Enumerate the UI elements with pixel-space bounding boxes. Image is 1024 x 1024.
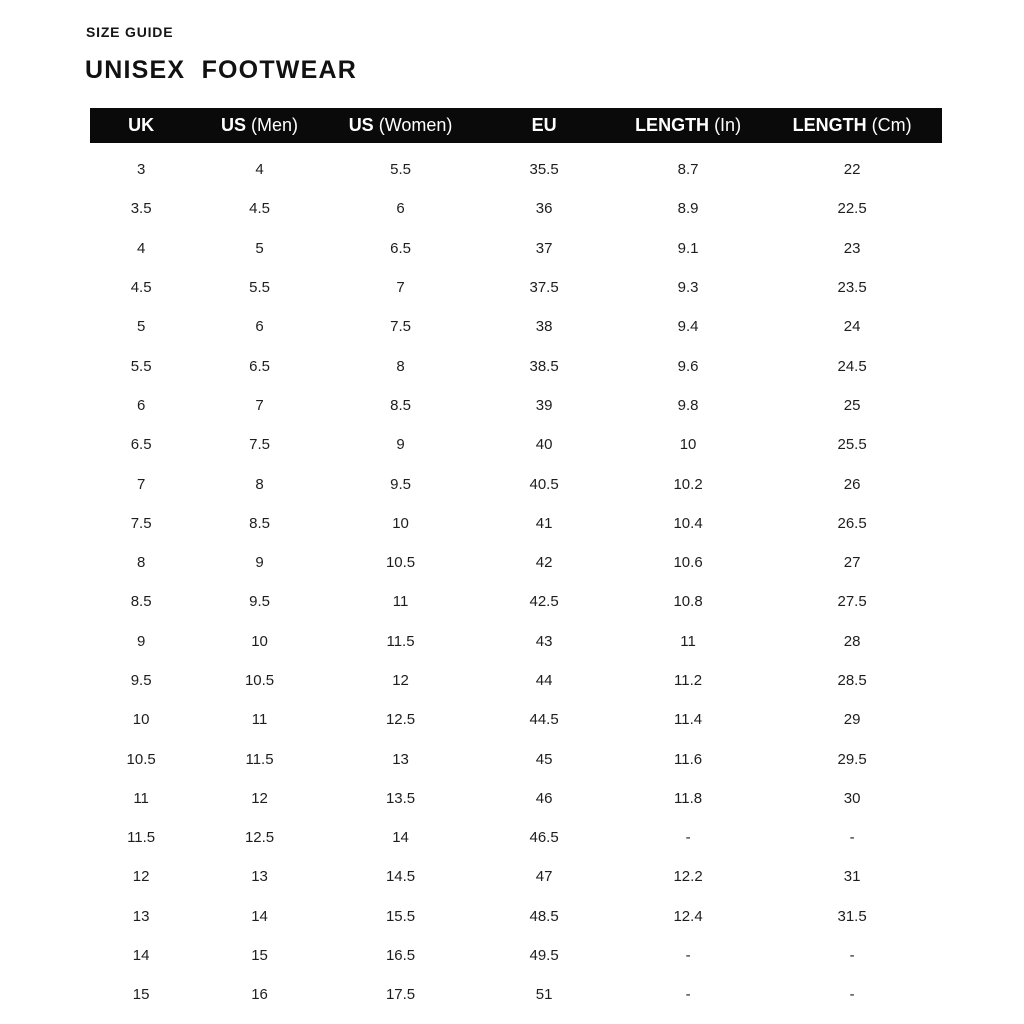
table-cell: 11.6 <box>674 750 703 768</box>
table-cell: 8.5 <box>130 593 152 611</box>
header-cell <box>90 108 192 143</box>
table-row <box>90 779 942 818</box>
table-cell: 37.5 <box>529 279 559 297</box>
header-cell-bold-text: UK <box>128 115 155 135</box>
table-cell: 49.5 <box>529 947 559 965</box>
table-cell: 10.5 <box>126 750 156 768</box>
table-row <box>90 582 942 621</box>
table-cell: 10.6 <box>673 554 703 572</box>
table-cell: 31.5 <box>837 907 867 925</box>
table-cell: 9.6 <box>677 357 699 375</box>
table-cell: - <box>685 829 691 847</box>
table-cell: 6.5 <box>249 357 270 375</box>
table-cell: 5.5 <box>130 357 152 375</box>
table-cell: 11.4 <box>674 711 703 729</box>
table-cell: 7.5 <box>249 436 270 454</box>
table-cell: 6 <box>255 318 264 336</box>
table-cell: 11 <box>392 593 409 611</box>
table-cell: 10.2 <box>673 475 703 493</box>
header-cell <box>614 108 762 143</box>
table-cell: 9.5 <box>390 475 411 493</box>
table-cell: 9 <box>396 436 405 454</box>
table-cell: 12 <box>132 868 150 886</box>
table-cell: 7 <box>396 279 405 297</box>
table-row <box>90 700 942 739</box>
table-cell: 9.5 <box>249 593 270 611</box>
table-row <box>90 229 942 268</box>
table-cell: 46.5 <box>529 829 559 847</box>
header-cell <box>327 108 474 143</box>
table-cell: 4.5 <box>130 279 152 297</box>
table-cell: 6 <box>396 200 405 218</box>
table-cell: 5.5 <box>390 161 411 179</box>
table-cell: - <box>849 986 855 1004</box>
header-cell-bold-text: LENGTH <box>635 115 710 135</box>
size-table-header-row <box>90 108 942 143</box>
table-cell: 9.3 <box>677 279 699 297</box>
table-cell: 22.5 <box>837 200 867 218</box>
table-cell: 27.5 <box>837 593 867 611</box>
table-cell: 37 <box>535 239 553 257</box>
table-cell: 10 <box>251 632 268 650</box>
table-cell: 8.9 <box>677 200 699 218</box>
table-row <box>90 661 942 700</box>
table-cell: 11.2 <box>674 672 703 689</box>
table-cell: 40.5 <box>529 475 559 493</box>
table-cell: 11 <box>133 789 149 807</box>
table-cell: 24.5 <box>837 357 867 375</box>
table-cell: 42.5 <box>529 593 559 611</box>
table-cell: 41 <box>535 514 553 532</box>
table-cell: 38 <box>535 318 553 336</box>
table-row <box>90 504 942 543</box>
header-cell <box>192 108 327 143</box>
table-cell: - <box>849 829 855 847</box>
table-cell: 23.5 <box>837 279 867 297</box>
table-cell: 30 <box>843 789 861 807</box>
header-cell-bold-text: US <box>348 115 374 135</box>
table-cell: 26.5 <box>837 514 867 532</box>
table-cell: 44.5 <box>529 711 559 729</box>
table-cell: 47 <box>535 868 553 886</box>
table-cell: 24 <box>843 318 861 336</box>
table-cell: 8 <box>396 357 405 375</box>
table-cell: 28 <box>843 632 861 650</box>
header-cell-bold-text: US <box>221 115 247 135</box>
table-row <box>90 543 942 582</box>
table-cell: 38.5 <box>529 357 559 375</box>
table-row <box>90 307 942 346</box>
table-row <box>90 897 942 936</box>
table-cell: 40 <box>535 436 553 454</box>
table-cell: 25.5 <box>837 436 867 454</box>
table-cell: 45 <box>535 750 553 768</box>
table-cell: 13.5 <box>385 789 416 807</box>
table-cell: 12 <box>392 672 409 689</box>
table-cell: 12.4 <box>673 907 703 925</box>
table-cell: - <box>685 947 691 965</box>
table-cell: 14 <box>251 907 268 925</box>
table-cell: 4.5 <box>249 200 270 218</box>
table-cell: 27 <box>843 554 861 572</box>
table-row <box>90 425 942 464</box>
table-cell: 13 <box>392 750 409 768</box>
table-row <box>90 268 942 307</box>
table-cell: 15 <box>132 986 150 1004</box>
table-cell: 10.4 <box>673 514 703 532</box>
header-cell-light-text: (Men) <box>246 115 299 135</box>
table-cell: 4 <box>255 161 264 179</box>
table-cell: 11.5 <box>386 632 415 650</box>
table-cell: 5 <box>255 239 264 257</box>
size-table-header <box>90 108 942 143</box>
table-row <box>90 936 942 975</box>
table-row <box>90 464 942 503</box>
table-cell: 9.1 <box>677 239 699 257</box>
table-cell: 6 <box>136 396 146 414</box>
table-row <box>90 975 942 1014</box>
table-cell: 51 <box>535 986 553 1004</box>
table-cell: 42 <box>535 554 553 572</box>
table-cell: 25 <box>843 396 861 414</box>
table-row <box>90 143 942 189</box>
table-cell: 31 <box>843 868 861 886</box>
table-row <box>90 189 942 228</box>
table-cell: 22 <box>843 161 861 179</box>
table-cell: 8.7 <box>677 161 699 179</box>
table-cell: - <box>849 947 855 965</box>
size-guide-label: SIZE GUIDE <box>86 24 174 40</box>
table-cell: 17.5 <box>385 986 416 1004</box>
table-cell: 3 <box>136 161 146 179</box>
table-cell: 43 <box>535 632 553 650</box>
table-cell: 46 <box>535 789 553 807</box>
size-table <box>90 108 942 1015</box>
table-cell: 14 <box>392 829 409 847</box>
table-cell: 16.5 <box>385 947 416 965</box>
table-cell: 11.8 <box>674 789 703 807</box>
table-cell: 8 <box>136 554 146 572</box>
table-row <box>90 386 942 425</box>
table-cell: 10 <box>392 514 409 532</box>
size-table-body <box>90 143 942 1015</box>
table-cell: 15 <box>251 947 268 965</box>
table-cell: 11 <box>251 711 268 729</box>
table-cell: 13 <box>132 907 150 925</box>
table-cell: 6.5 <box>390 239 411 257</box>
table-cell: 10.5 <box>385 554 416 572</box>
table-cell: 7.5 <box>390 318 411 336</box>
table-cell: 7 <box>136 475 146 493</box>
table-row <box>90 857 942 896</box>
table-cell: - <box>685 986 691 1004</box>
table-cell: 9 <box>255 554 264 572</box>
table-cell: 36 <box>535 200 553 218</box>
table-cell: 3.5 <box>130 200 152 218</box>
table-cell: 10 <box>132 711 150 729</box>
table-cell: 29 <box>843 711 861 729</box>
table-cell: 11.5 <box>245 750 274 768</box>
table-cell: 48.5 <box>529 907 559 925</box>
table-row <box>90 818 942 857</box>
table-row <box>90 622 942 661</box>
table-cell: 44 <box>535 672 553 689</box>
header-cell <box>762 108 942 143</box>
header-cell-bold-text: LENGTH <box>792 115 867 135</box>
table-row <box>90 739 942 778</box>
header-cell-light-text: (Women) <box>373 115 453 135</box>
page-title: UNISEX FOOTWEAR <box>85 56 357 84</box>
table-cell: 6.5 <box>130 436 152 454</box>
table-cell: 5.5 <box>249 279 270 297</box>
table-cell: 8.5 <box>390 396 411 414</box>
table-cell: 14.5 <box>385 868 416 886</box>
table-cell: 14 <box>132 947 150 965</box>
table-cell: 28.5 <box>837 672 867 689</box>
table-cell: 9 <box>136 632 146 650</box>
table-cell: 11.5 <box>127 829 156 847</box>
table-cell: 23 <box>843 239 861 257</box>
table-cell: 9.5 <box>130 672 152 689</box>
table-cell: 8 <box>255 475 264 493</box>
table-cell: 13 <box>251 868 268 886</box>
table-cell: 12.5 <box>244 829 275 847</box>
table-cell: 15.5 <box>385 907 416 925</box>
table-cell: 12 <box>251 789 268 807</box>
table-cell: 10.5 <box>244 672 275 689</box>
table-cell: 12.2 <box>673 868 703 886</box>
table-cell: 35.5 <box>529 161 559 179</box>
table-cell: 11 <box>680 632 696 650</box>
table-cell: 26 <box>843 475 861 493</box>
table-cell: 8.5 <box>249 514 270 532</box>
table-row <box>90 346 942 385</box>
table-cell: 9.8 <box>677 396 699 414</box>
header-cell-light-text: (In) <box>709 115 742 135</box>
table-cell: 4 <box>136 239 146 257</box>
table-cell: 9.4 <box>677 318 699 336</box>
table-cell: 39 <box>535 396 553 414</box>
header-cell <box>474 108 614 143</box>
table-cell: 7.5 <box>130 514 152 532</box>
table-cell: 10 <box>679 436 697 454</box>
table-cell: 29.5 <box>837 750 867 768</box>
table-cell: 5 <box>136 318 146 336</box>
table-cell: 12.5 <box>385 711 416 729</box>
table-cell: 16 <box>251 986 268 1004</box>
table-cell: 10.8 <box>673 593 703 611</box>
header-cell-light-text: (Cm) <box>866 115 912 135</box>
header-cell-bold-text: EU <box>531 115 557 135</box>
table-cell: 7 <box>255 396 264 414</box>
